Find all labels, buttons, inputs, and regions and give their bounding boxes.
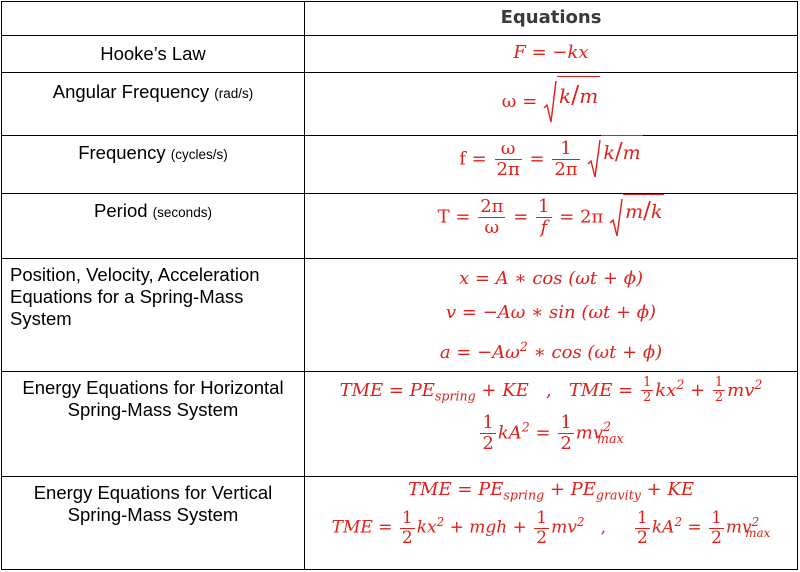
period-title: Period	[94, 200, 148, 222]
frac-half-6: $\frac{1}{2}$	[536, 507, 548, 548]
sqrt-k-over-m: k/m	[543, 80, 600, 124]
eq-period	[305, 194, 798, 258]
row-angular-frequency	[2, 73, 798, 135]
frac-1-2pi: $\frac{1}{2\pi}$	[554, 137, 578, 180]
angular-frequency-unit: (rad/s)	[214, 86, 254, 102]
equations-table	[1, 1, 798, 570]
frac-half-3: $\frac{1}{2}$	[482, 412, 494, 454]
period-unit: (seconds)	[152, 205, 212, 221]
eq-pva	[305, 258, 798, 371]
row-frequency	[2, 135, 798, 193]
label-pva: Position, Velocity, Acceleration Equations for a Spring-Mass System	[2, 258, 305, 371]
vertical-full-equation: TME = $\frac{1}{2}$ $kx^2$ + mgh + $\frac{1}{2}$ $mv^2$ , $\frac{1}{2}$ $kA^2$ = $\frac{1}{2}$ $mv^2_{max}$	[331, 507, 771, 548]
angular-frequency-title: Angular Frequency	[52, 81, 210, 103]
frac-half-5: $\frac{1}{2}$	[401, 507, 413, 548]
header-row	[2, 2, 798, 36]
row-hookes-law	[2, 36, 798, 73]
vertical-tme-equation: TME = $PE_{spring} + PE_{gravity}$ + KE	[408, 479, 694, 503]
sqrt-k-over-m-2: k/m	[587, 139, 642, 179]
angular-frequency-equation: ω = k/m	[305, 80, 797, 124]
acceleration-equation: $a = -A\omega^2$ ∗ cos (ωt + ϕ)	[439, 338, 663, 363]
eq-hookes-law	[305, 36, 798, 73]
hookes-law-equation: F = −kx	[513, 42, 589, 64]
eq-vertical-energy	[305, 477, 798, 570]
label-horizontal-energy: Energy Equations for Horizontal Spring-Mass System	[2, 371, 305, 477]
frac-half-7: $\frac{1}{2}$	[637, 507, 648, 548]
row-position-velocity-acceleration	[2, 258, 798, 371]
row-period	[2, 194, 798, 258]
velocity-equation: v = −Aω ∗ sin (ωt + ϕ)	[445, 301, 657, 323]
eq-horizontal-energy	[305, 371, 798, 477]
header-equations: Equations	[305, 2, 798, 36]
sqrt-m-over-k: m/k	[609, 198, 664, 238]
horizontal-amplitude-equation: $\frac{1}{2}$ $kA^2$ = $\frac{1}{2}$ $mv^2_{max}$	[482, 412, 624, 454]
eq-frequency	[305, 135, 798, 193]
label-angular-frequency	[2, 73, 305, 135]
frac-half-4: $\frac{1}{2}$	[560, 412, 572, 454]
frequency-title: Frequency	[78, 141, 166, 163]
label-period	[2, 194, 305, 258]
label-vertical-energy: Energy Equations for Vertical Spring-Mass System	[2, 477, 305, 570]
frac-omega-2pi: $\frac{\omega}{2\pi}$	[496, 137, 520, 180]
row-vertical-energy	[2, 477, 798, 570]
frequency-equation: f = $\frac{\omega}{2\pi}$ = $\frac{1}{2\pi}$ k/m	[305, 139, 797, 180]
frac-half-8: $\frac{1}{2}$	[711, 507, 722, 548]
period-equation: T = $\frac{2\pi}{\omega}$ = $\frac{1}{f}$ = 2π m/k	[305, 197, 797, 238]
frac-half-2: $\frac{1}{2}$	[714, 374, 724, 405]
position-equation: x = A ∗ cos (ωt + ϕ)	[459, 267, 643, 289]
label-hookes-law: Hooke’s Law	[2, 36, 305, 73]
horizontal-tme-equation: TME = $PE_{spring}$ + KE , TME = $\frac{1}{2}$ $kx^2$ + $\frac{1}{2}$ $mv^2$	[339, 374, 763, 405]
row-horizontal-energy	[2, 371, 798, 477]
label-frequency	[2, 135, 305, 193]
frac-2pi-omega: $\frac{2\pi}{\omega}$	[480, 196, 504, 239]
frac-half-1: $\frac{1}{2}$	[642, 374, 652, 405]
eq-angular-frequency	[305, 73, 798, 135]
frequency-unit: (cycles/s)	[170, 146, 228, 162]
header-left-cell	[2, 2, 305, 36]
frac-1-f: $\frac{1}{f}$	[538, 196, 550, 239]
